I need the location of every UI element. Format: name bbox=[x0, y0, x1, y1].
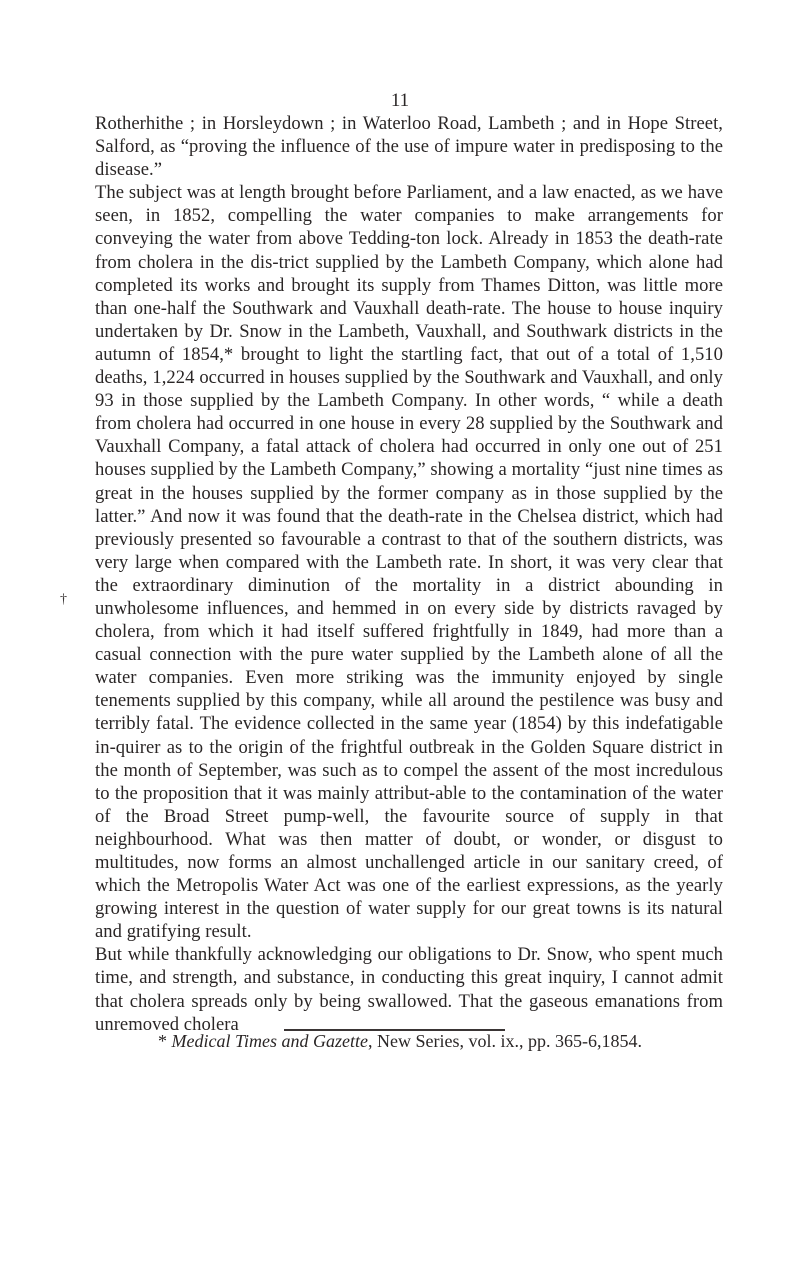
footnote-marker: * bbox=[158, 1031, 168, 1051]
page-number: 11 bbox=[390, 90, 410, 111]
footnote-citation: , New Series, vol. ix., pp. 365-6,1854. bbox=[368, 1031, 642, 1051]
footnote-title: Medical Times and Gazette bbox=[171, 1031, 368, 1051]
margin-mark: † bbox=[60, 592, 67, 607]
footnote bbox=[0, 1030, 800, 1052]
paragraph-3: But while thankfully acknowledging our obligations to Dr. Snow, who spent much time, and strength, and substance, in conducting this great inquiry, I cannot admit that cholera spreads only by being swallowed. That the gaseous emanations from unremoved cholera bbox=[95, 944, 723, 1035]
paragraph-1: Rotherhithe ; in Horsleydown ; in Waterloo Road, Lambeth ; and in Hope Street, Salford, as “proving the influence of the use of impure water in predisposing to the disease.” bbox=[95, 113, 723, 181]
paragraph-2: The subject was at length brought before Parliament, and a law enacted, as we have seen, in 1852, compelling the water companies to make arrangements for conveying the water from above Tedding-ton lock. Already in 1853 the death-rate from cholera in the dis-trict supplied by the Lambeth Company, which alone had completed its works and brought its supply from Thames Ditton, was little more than one-half the Southwark and Vauxhall death-rate. The house to house inquiry undertaken by Dr. Snow in the Lambeth, Vauxhall, and Southwark districts in the autumn of 1854,* brought to light the startling fact, that out of a total of 1,510 deaths, 1,224 occurred in houses supplied by the Southwark and Vauxhall, and only 93 in those supplied by the Lambeth Company. In other words, “ while a death from cholera had occurred in one house in every 28 supplied by the Southwark and Vauxhall Company, a fatal attack of cholera had occurred in only one out of 251 houses supplied by the Lambeth Company,” showing a mortality “just nine times as great in the houses supplied by the former company as in those supplied by the latter.” And now it was found that the death-rate in the Chelsea district, which had previously presented so favourable a contrast to that of the southern districts, was very large when compared with the Lambeth rate. In short, it was very clear that the extraordinary diminution of the mortality in a district abounding in unwholesome influences, and hemmed in on every side by districts ravaged by cholera, from which it had itself suffered frightfully in 1849, had more than a casual connection with the pure water supplied by the Lambeth alone of all the water companies. Even more striking was the immunity enjoyed by single tenements supplied by this company, while all around the pestilence was busy and terribly fatal. The evidence collected in the same year (1854) by this indefatigable in-quirer as to the origin of the frightful outbreak in the Golden Square district in the month of September, was such as to compel the assent of the most incredulous to the proposition that it was mainly attribut-able to the contamination of the water of the Broad Street pump-well, the favourite source of supply in that neighbourhood. What was then matter of doubt, or wonder, or disgust to multitudes, now forms an almost unchallenged article in our sanitary creed, of which the Metropolis Water Act was one of the earliest expressions, as the yearly growing interest in the question of water supply for our great towns is its natural and gratifying result. bbox=[95, 182, 723, 943]
body-text bbox=[95, 112, 723, 1036]
